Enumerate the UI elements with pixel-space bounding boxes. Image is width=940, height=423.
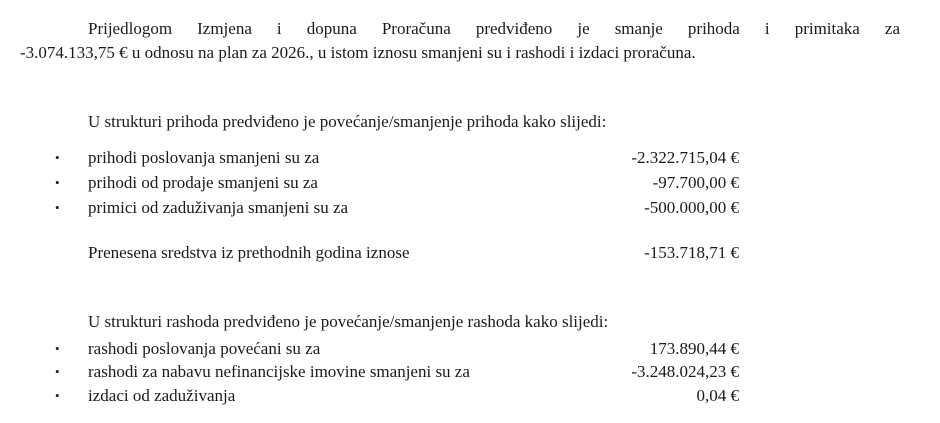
bullet-icon: • bbox=[55, 364, 60, 379]
expenditure-item-label: rashodi poslovanja povećani su za bbox=[88, 339, 321, 358]
bullet-icon: • bbox=[55, 341, 60, 356]
revenue-item bbox=[0, 146, 940, 170]
revenue-heading: U strukturi prihoda predviđeno je povećanje/smanjenje prihoda kako slijedi: bbox=[88, 112, 607, 131]
carryover-amount: -153.718,71 € bbox=[644, 243, 739, 262]
carryover-label: Prenesena sredstva iz prethodnih godina iznose bbox=[88, 243, 410, 262]
revenue-item-label: primici od zaduživanja smanjeni su za bbox=[88, 198, 349, 217]
expenditure-item-amount: -3.248.024,23 € bbox=[631, 362, 739, 381]
intro-paragraph bbox=[20, 17, 900, 65]
bullet-icon: • bbox=[55, 388, 60, 403]
expenditure-item-label: izdaci od zaduživanja bbox=[88, 386, 236, 405]
revenue-item-amount: -500.000,00 € bbox=[644, 198, 739, 217]
bullet-icon: • bbox=[55, 175, 60, 190]
revenue-item-amount: -97.700,00 € bbox=[652, 173, 739, 192]
revenue-item-label: prihodi poslovanja smanjeni su za bbox=[88, 148, 320, 167]
intro-line-2: -3.074.133,75 € u odnosu na plan za 2026., u istom iznosu smanjeni su i rashodi i izdaci proračuna. bbox=[20, 43, 696, 62]
expenditure-item bbox=[0, 384, 940, 408]
expenditure-item bbox=[0, 360, 940, 384]
expenditure-heading: U strukturi rashoda predviđeno je povećanje/smanjenje rashoda kako slijedi: bbox=[88, 312, 609, 331]
revenue-item-label: prihodi od prodaje smanjeni su za bbox=[88, 173, 318, 192]
revenue-item bbox=[0, 171, 940, 195]
expenditure-item-label: rashodi za nabavu nefinancijske imovine smanjeni su za bbox=[88, 362, 470, 381]
expenditure-item bbox=[0, 337, 940, 361]
carryover-row bbox=[0, 241, 940, 265]
intro-line-1: Prijedlogom Izmjena i dopuna Proračuna predviđeno je smanje prihoda i primitaka za bbox=[88, 19, 900, 38]
revenue-item bbox=[0, 196, 940, 220]
revenue-item-amount: -2.322.715,04 € bbox=[631, 148, 739, 167]
bullet-icon: • bbox=[55, 150, 60, 165]
expenditure-item-amount: 0,04 € bbox=[696, 386, 739, 405]
bullet-icon: • bbox=[55, 200, 60, 215]
expenditure-item-amount: 173.890,44 € bbox=[649, 339, 739, 358]
